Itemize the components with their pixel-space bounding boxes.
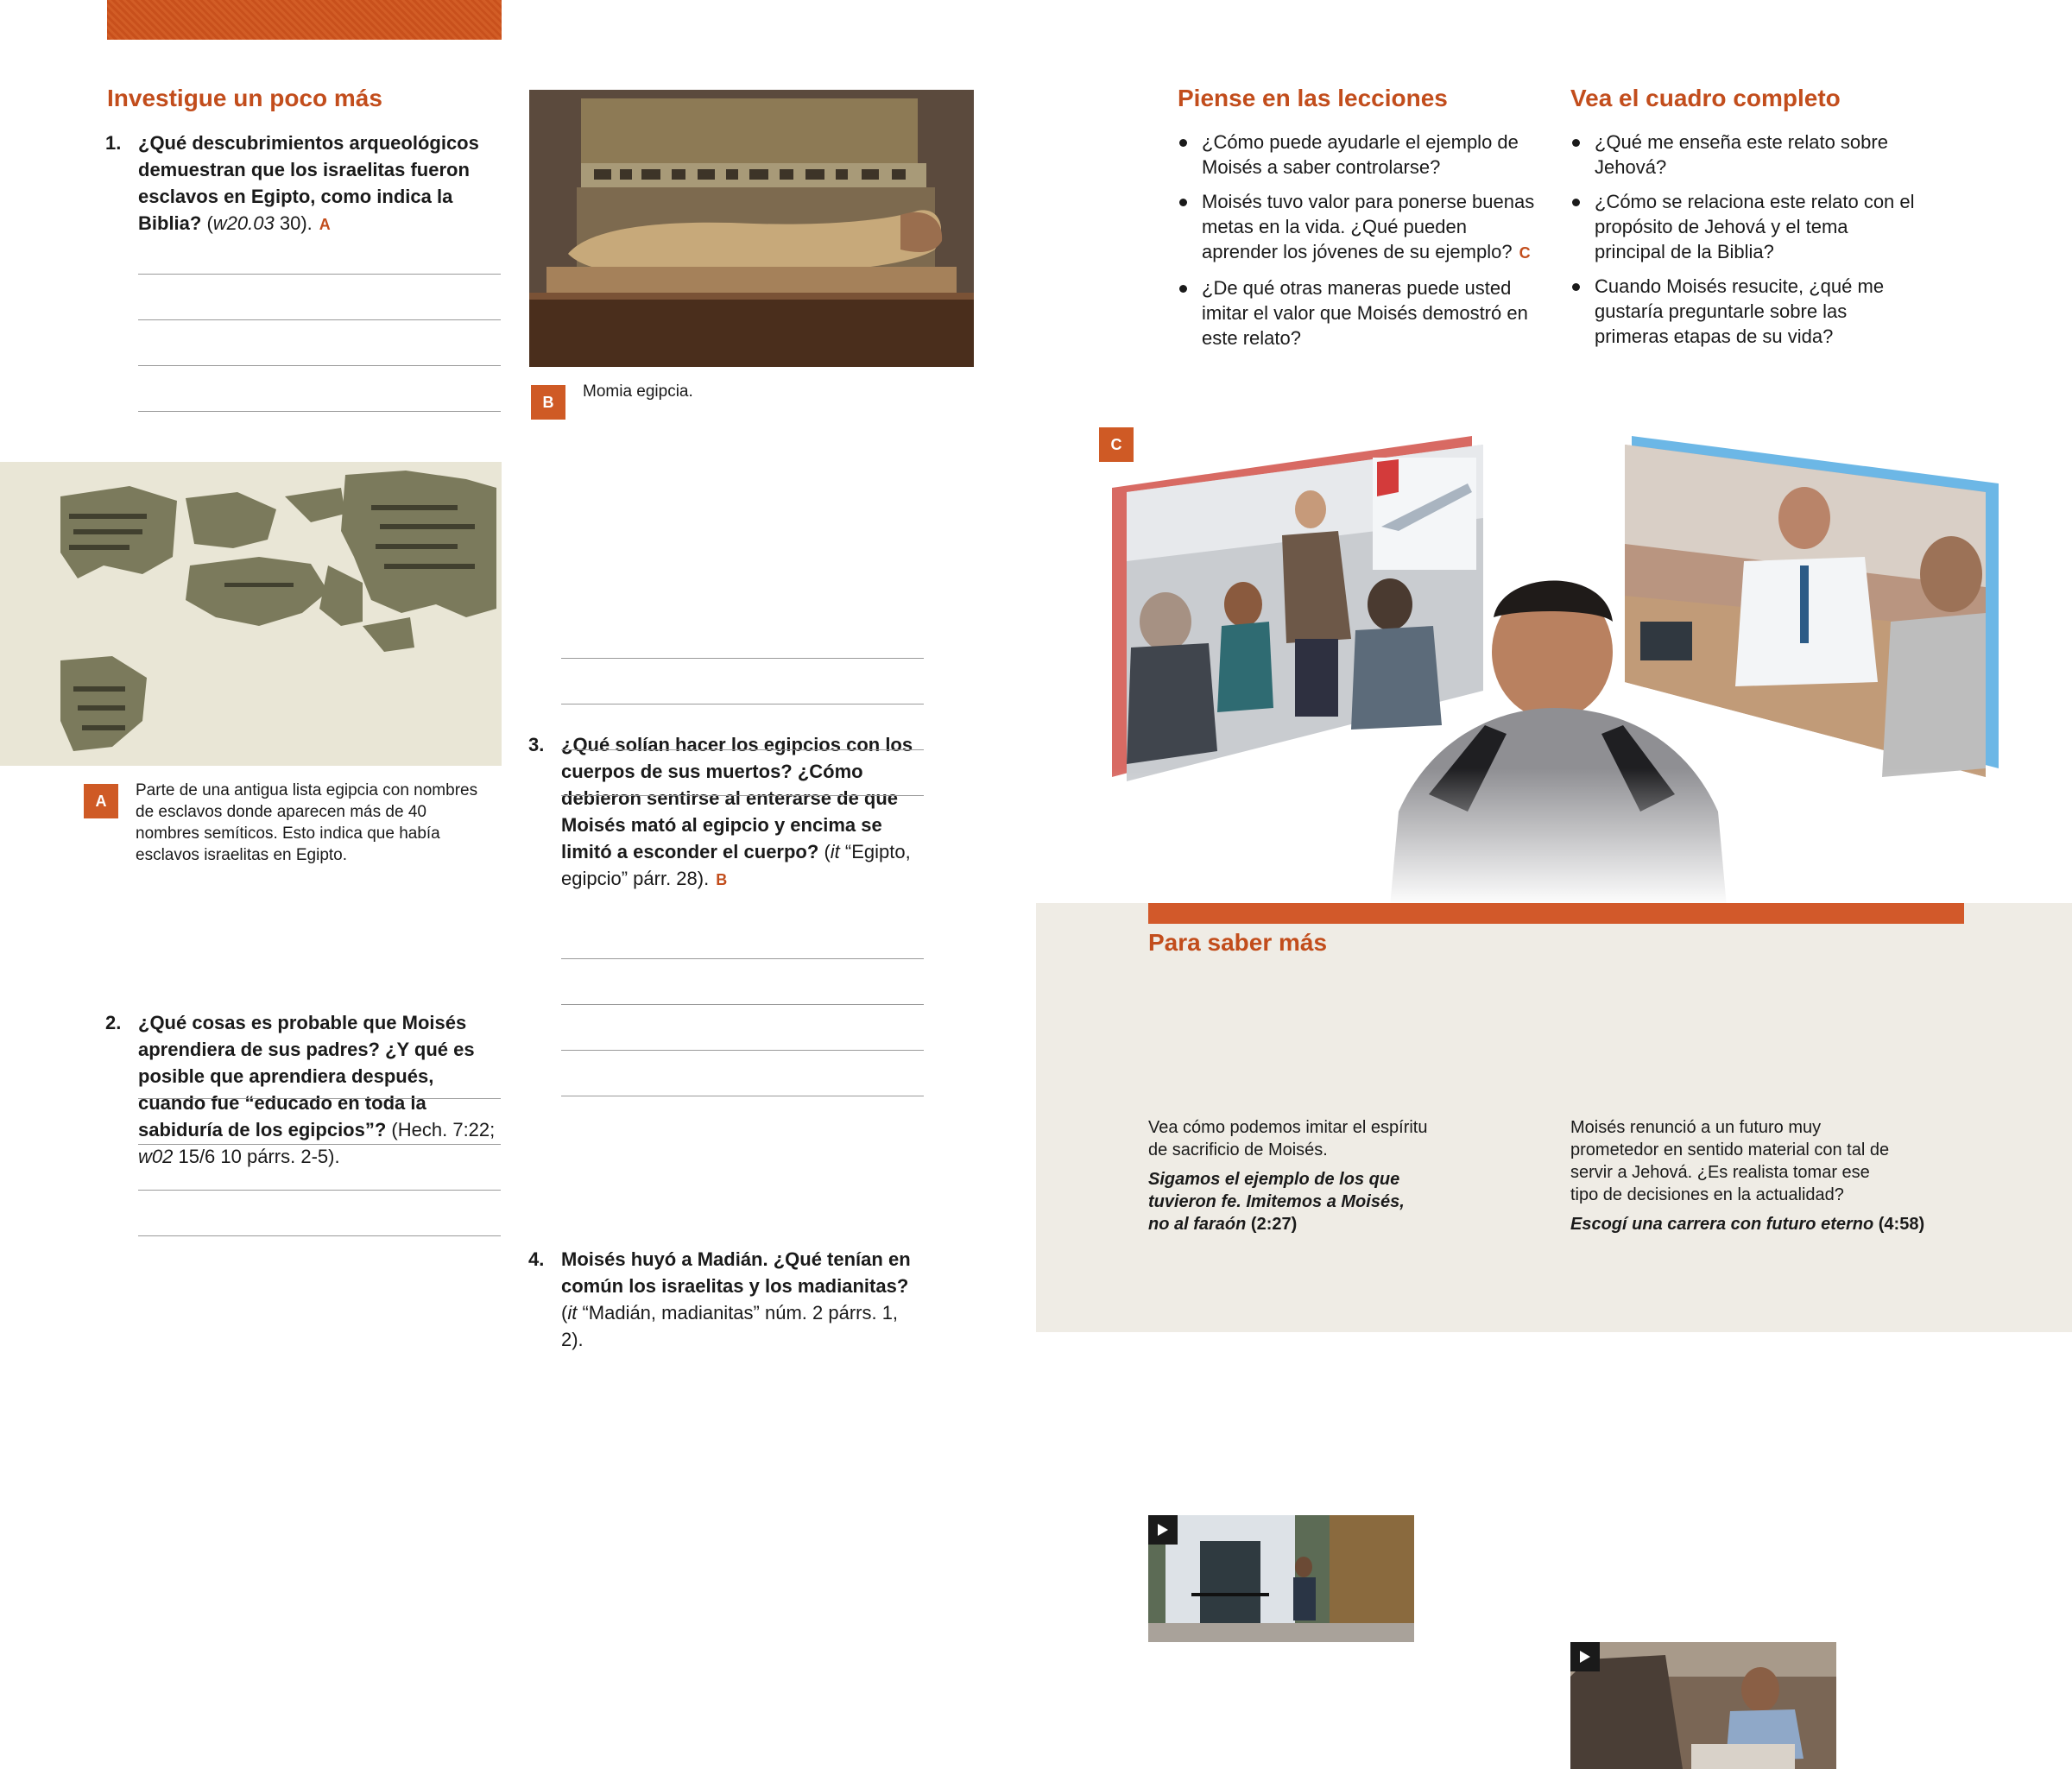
question-number: 1. bbox=[105, 132, 122, 154]
list-item: ¿Qué me enseña este relato sobre Jehová? bbox=[1570, 130, 1916, 180]
mummy-photo bbox=[529, 90, 974, 367]
video-duration: (2:27) bbox=[1250, 1215, 1298, 1234]
play-icon[interactable] bbox=[1570, 1642, 1600, 1671]
question-3: 3. ¿Qué solían hacer los egipcios con los cuerpos de sus muertos? ¿Cómo debieron sentirse al enterarse de que Moisés mató al egipcio y encima se limitó a esconder el cuerpo? (it “Egipto, egipcio” párr. 28). B bbox=[561, 731, 924, 894]
section-heading-big-picture: Vea el cuadro completo bbox=[1570, 85, 1841, 111]
figure-caption-b: Momia egipcia. bbox=[583, 382, 693, 401]
figure-badge-c: C bbox=[1099, 427, 1134, 462]
figure-badge-b: B bbox=[531, 385, 565, 420]
figure-badge-a: A bbox=[84, 784, 118, 818]
question-1: 1. ¿Qué descubrimientos arqueológicos demuestran que los israelitas fueron esclavos en Egipto, como indica la Biblia? (w20.03 30). A bbox=[138, 130, 501, 238]
question-2: 2. ¿Qué cosas es probable que Moisés aprendiera de sus padres? ¿Y qué es posible que aprendiera después, cuando fue “educado en toda la sabiduría de los egipcios”? (Hech. 7:22; w02 15/6 10 párrs. 2-5). bbox=[138, 1009, 501, 1170]
question-text: ¿Qué descubrimientos arqueológicos demuestran que los israelitas fueron esclavos en Egipto, como indica la Biblia? bbox=[138, 132, 479, 234]
section-heading-more: Para saber más bbox=[1148, 929, 1328, 956]
list-item: Moisés tuvo valor para ponerse buenas metas en la vida. ¿Qué pueden aprender los jóvenes de su ejemplo? C bbox=[1178, 189, 1540, 266]
panel-accent-bar bbox=[1148, 903, 1964, 924]
video-description-2: Moisés renunció a un futuro muy prometedor en sentido material con tal de servir a Jehová. ¿Es realista tomar ese tipo de decisiones en la actualidad? bbox=[1570, 1118, 1890, 1204]
question-text: ¿Qué cosas es probable que Moisés aprendiera de sus padres? ¿Y qué es posible que aprendiera después, cuando fue “educado en toda la sabiduría de los egipcios”? bbox=[138, 1012, 475, 1140]
ref-italic: w02 bbox=[138, 1146, 174, 1167]
video-thumbnail-2[interactable] bbox=[1570, 1642, 1836, 1769]
figure-tag: C bbox=[1519, 244, 1531, 262]
list-item: ¿Cómo se relaciona este relato con el propósito de Jehová y el tema principal de la Biblia? bbox=[1570, 189, 1916, 264]
list-item: Cuando Moisés resucite, ¿qué me gustaría preguntarle sobre las primeras etapas de su vida? bbox=[1570, 274, 1916, 349]
ref-italic: it bbox=[567, 1302, 578, 1324]
ref-italic: w20.03 bbox=[212, 212, 275, 234]
question-text: ¿Qué solían hacer los egipcios con los cuerpos de sus muertos? ¿Cómo debieron sentirse al enterarse de que Moisés mató al egipcio y encima se limitó a esconder el cuerpo? bbox=[561, 734, 913, 862]
papyrus-image bbox=[0, 462, 502, 766]
answer-lines-3[interactable] bbox=[561, 613, 924, 796]
big-picture-list bbox=[1570, 130, 1916, 358]
video-duration: (4:58) bbox=[1878, 1215, 1925, 1234]
answer-lines-1[interactable] bbox=[138, 229, 501, 412]
play-icon[interactable] bbox=[1148, 1515, 1178, 1545]
video-title-link-2[interactable]: Escogí una carrera con futuro eterno (4:58) bbox=[1570, 1215, 1925, 1234]
list-item: ¿De qué otras maneras puede usted imitar el valor que Moisés demostró en este relato? bbox=[1178, 275, 1540, 351]
figure-tag: B bbox=[716, 871, 728, 888]
figure-tag: A bbox=[319, 216, 331, 233]
question-4: 4. Moisés huyó a Madián. ¿Qué tenían en común los israelitas y los madianitas? (it “Madián, madianitas” núm. 2 párrs. 1, 2). bbox=[561, 1246, 924, 1353]
video-title-link-1[interactable]: Sigamos el ejemplo de los que tuvieron fe. Imitemos a Moisés, no al faraón (2:27) bbox=[1148, 1170, 1405, 1234]
decorative-band bbox=[107, 0, 502, 40]
lessons-list bbox=[1178, 130, 1540, 360]
ref-italic: it bbox=[830, 841, 840, 862]
section-heading-investigate: Investigue un poco más bbox=[107, 85, 382, 111]
video-description-1: Vea cómo podemos imitar el espíritu de sacrificio de Moisés. bbox=[1148, 1118, 1428, 1159]
answer-lines-2[interactable] bbox=[138, 1053, 501, 1236]
question-text: Moisés huyó a Madián. ¿Qué tenían en común los israelitas y los madianitas? bbox=[561, 1248, 911, 1297]
section-heading-lessons: Piense en las lecciones bbox=[1178, 85, 1448, 111]
video-thumbnail-1[interactable] bbox=[1148, 1515, 1414, 1642]
question-number: 2. bbox=[105, 1012, 122, 1033]
question-number: 3. bbox=[528, 734, 545, 755]
answer-lines-4[interactable] bbox=[561, 913, 924, 1096]
figure-caption-a: Parte de una antigua lista egipcia con nombres de esclavos donde aparecen más de 40 nombres semíticos. Esto indica que había esclavos israelitas en Egipto. bbox=[136, 781, 478, 864]
career-illustration bbox=[1036, 423, 2072, 907]
list-item: ¿Cómo puede ayudarle el ejemplo de Moisés a saber controlarse? bbox=[1178, 130, 1540, 180]
question-number: 4. bbox=[528, 1248, 545, 1270]
